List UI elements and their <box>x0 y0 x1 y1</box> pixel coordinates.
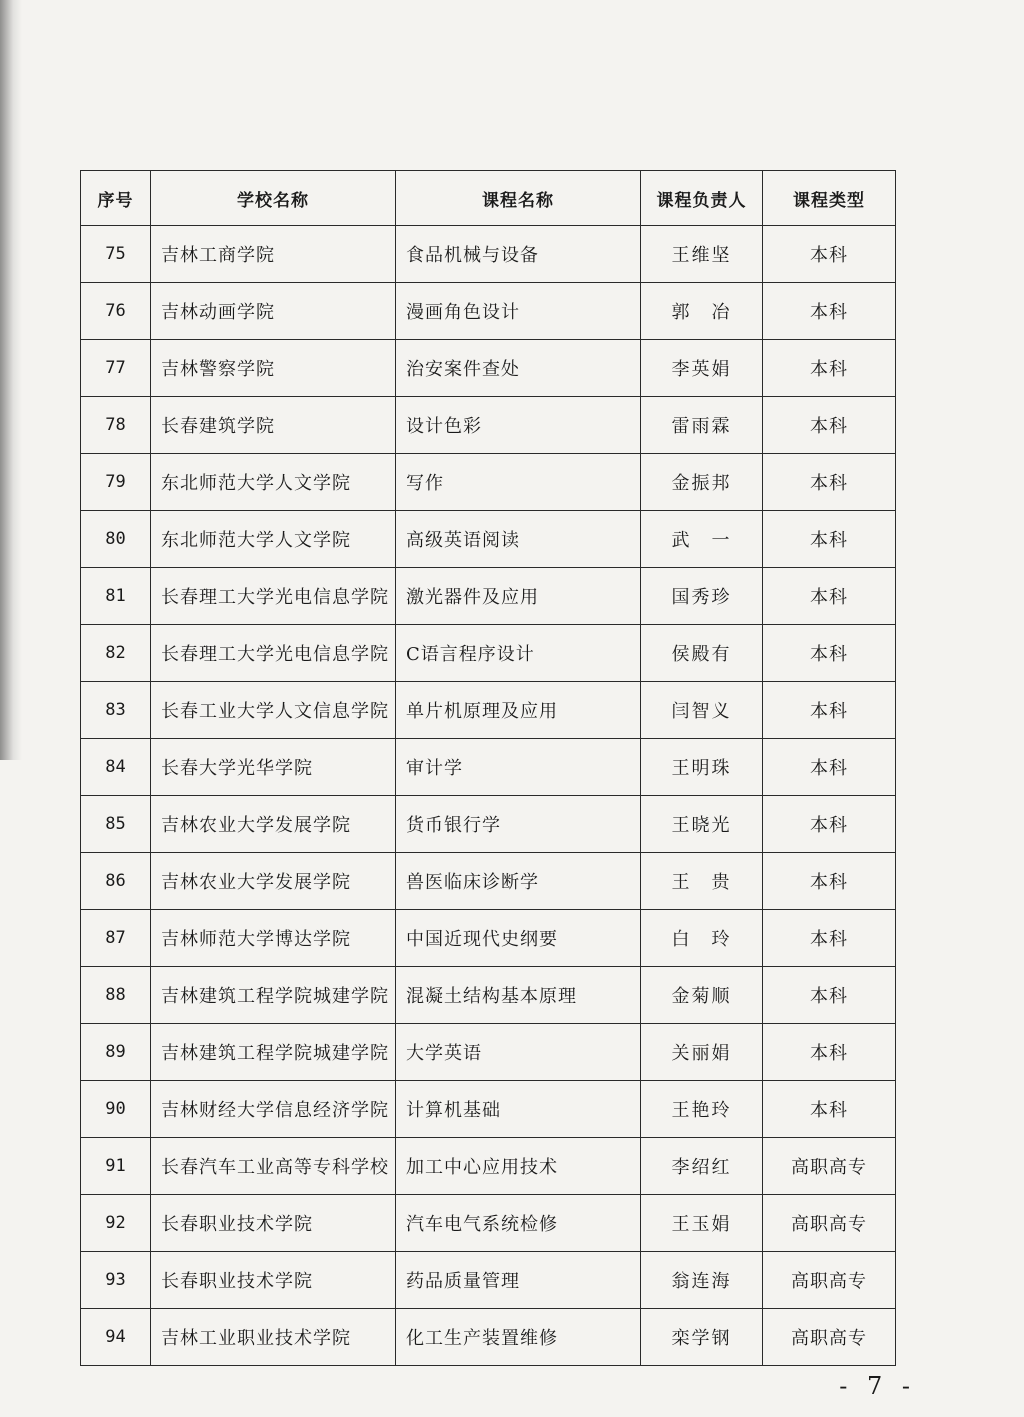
cell-school: 长春工业大学人文信息学院 <box>151 682 396 739</box>
cell-school: 长春汽车工业高等专科学校 <box>151 1138 396 1195</box>
cell-school: 东北师范大学人文学院 <box>151 454 396 511</box>
table-row <box>81 1252 896 1309</box>
cell-course: 药品质量管理 <box>396 1252 641 1309</box>
cell-school: 长春理工大学光电信息学院 <box>151 625 396 682</box>
table-row <box>81 967 896 1024</box>
cell-course: 单片机原理及应用 <box>396 682 641 739</box>
cell-lead: 关丽娟 <box>641 1024 763 1081</box>
table-row <box>81 226 896 283</box>
cell-school: 吉林建筑工程学院城建学院 <box>151 1024 396 1081</box>
header-lead: 课程负责人 <box>641 171 763 226</box>
cell-no: 76 <box>81 283 151 340</box>
cell-lead: 国秀珍 <box>641 568 763 625</box>
cell-lead: 翁连海 <box>641 1252 763 1309</box>
cell-lead: 王明珠 <box>641 739 763 796</box>
table-row <box>81 910 896 967</box>
table-row <box>81 1081 896 1138</box>
cell-no: 94 <box>81 1309 151 1366</box>
cell-lead: 郭 冶 <box>641 283 763 340</box>
cell-school: 吉林农业大学发展学院 <box>151 796 396 853</box>
cell-school: 吉林建筑工程学院城建学院 <box>151 967 396 1024</box>
header-no: 序号 <box>81 171 151 226</box>
table-row <box>81 568 896 625</box>
table-row <box>81 511 896 568</box>
cell-lead: 白 玲 <box>641 910 763 967</box>
table-row <box>81 454 896 511</box>
cell-lead: 栾学钢 <box>641 1309 763 1366</box>
cell-type: 本科 <box>763 283 896 340</box>
cell-school: 长春职业技术学院 <box>151 1252 396 1309</box>
cell-course: 激光器件及应用 <box>396 568 641 625</box>
cell-course: 治安案件查处 <box>396 340 641 397</box>
cell-no: 92 <box>81 1195 151 1252</box>
cell-no: 81 <box>81 568 151 625</box>
course-table <box>80 170 896 1366</box>
cell-lead: 王晓光 <box>641 796 763 853</box>
cell-course: 高级英语阅读 <box>396 511 641 568</box>
cell-type: 本科 <box>763 1024 896 1081</box>
cell-lead: 王 贵 <box>641 853 763 910</box>
cell-type: 本科 <box>763 1081 896 1138</box>
table-row <box>81 1138 896 1195</box>
cell-school: 吉林工业职业技术学院 <box>151 1309 396 1366</box>
cell-type: 本科 <box>763 454 896 511</box>
cell-type: 本科 <box>763 967 896 1024</box>
cell-course: 食品机械与设备 <box>396 226 641 283</box>
cell-type: 本科 <box>763 796 896 853</box>
cell-school: 吉林财经大学信息经济学院 <box>151 1081 396 1138</box>
header-row <box>81 171 896 226</box>
cell-no: 77 <box>81 340 151 397</box>
cell-school: 长春职业技术学院 <box>151 1195 396 1252</box>
cell-type: 高职高专 <box>763 1195 896 1252</box>
cell-type: 本科 <box>763 910 896 967</box>
table-row <box>81 1309 896 1366</box>
cell-no: 75 <box>81 226 151 283</box>
table-header <box>81 171 896 226</box>
cell-lead: 金菊顺 <box>641 967 763 1024</box>
cell-no: 87 <box>81 910 151 967</box>
table-row <box>81 283 896 340</box>
page-number: - 7 - <box>839 1372 916 1400</box>
cell-school: 长春大学光华学院 <box>151 739 396 796</box>
cell-type: 高职高专 <box>763 1138 896 1195</box>
cell-type: 本科 <box>763 568 896 625</box>
cell-course: 审计学 <box>396 739 641 796</box>
table-row <box>81 397 896 454</box>
scan-edge-shadow <box>0 0 22 760</box>
cell-course: 漫画角色设计 <box>396 283 641 340</box>
cell-no: 91 <box>81 1138 151 1195</box>
cell-no: 93 <box>81 1252 151 1309</box>
cell-type: 本科 <box>763 340 896 397</box>
table-row <box>81 853 896 910</box>
cell-type: 高职高专 <box>763 1309 896 1366</box>
cell-course: 计算机基础 <box>396 1081 641 1138</box>
table-row <box>81 682 896 739</box>
cell-school: 吉林工商学院 <box>151 226 396 283</box>
header-course: 课程名称 <box>396 171 641 226</box>
cell-no: 80 <box>81 511 151 568</box>
cell-no: 89 <box>81 1024 151 1081</box>
cell-lead: 雷雨霖 <box>641 397 763 454</box>
cell-no: 83 <box>81 682 151 739</box>
cell-course: 混凝土结构基本原理 <box>396 967 641 1024</box>
cell-course: 中国近现代史纲要 <box>396 910 641 967</box>
cell-no: 88 <box>81 967 151 1024</box>
cell-lead: 李绍红 <box>641 1138 763 1195</box>
cell-no: 79 <box>81 454 151 511</box>
cell-lead: 侯殿有 <box>641 625 763 682</box>
cell-lead: 李英娟 <box>641 340 763 397</box>
cell-school: 吉林警察学院 <box>151 340 396 397</box>
table-row <box>81 1195 896 1252</box>
cell-no: 82 <box>81 625 151 682</box>
cell-type: 高职高专 <box>763 1252 896 1309</box>
cell-lead: 王艳玲 <box>641 1081 763 1138</box>
cell-type: 本科 <box>763 682 896 739</box>
cell-course: 加工中心应用技术 <box>396 1138 641 1195</box>
table-row <box>81 796 896 853</box>
cell-lead: 王玉娟 <box>641 1195 763 1252</box>
cell-no: 85 <box>81 796 151 853</box>
table-row <box>81 1024 896 1081</box>
cell-course: 大学英语 <box>396 1024 641 1081</box>
table-body <box>81 226 896 1366</box>
cell-school: 东北师范大学人文学院 <box>151 511 396 568</box>
cell-course: 化工生产装置维修 <box>396 1309 641 1366</box>
cell-school: 吉林农业大学发展学院 <box>151 853 396 910</box>
cell-lead: 王维坚 <box>641 226 763 283</box>
cell-type: 本科 <box>763 511 896 568</box>
cell-no: 86 <box>81 853 151 910</box>
table-row <box>81 625 896 682</box>
table-row <box>81 739 896 796</box>
cell-no: 90 <box>81 1081 151 1138</box>
cell-lead: 闫智义 <box>641 682 763 739</box>
header-type: 课程类型 <box>763 171 896 226</box>
cell-no: 84 <box>81 739 151 796</box>
cell-course: C语言程序设计 <box>396 625 641 682</box>
header-school: 学校名称 <box>151 171 396 226</box>
cell-school: 长春建筑学院 <box>151 397 396 454</box>
cell-course: 货币银行学 <box>396 796 641 853</box>
cell-school: 吉林动画学院 <box>151 283 396 340</box>
cell-course: 写作 <box>396 454 641 511</box>
cell-type: 本科 <box>763 853 896 910</box>
cell-no: 78 <box>81 397 151 454</box>
cell-type: 本科 <box>763 625 896 682</box>
cell-type: 本科 <box>763 226 896 283</box>
table-row <box>81 340 896 397</box>
cell-type: 本科 <box>763 739 896 796</box>
cell-lead: 武 一 <box>641 511 763 568</box>
cell-course: 汽车电气系统检修 <box>396 1195 641 1252</box>
cell-school: 长春理工大学光电信息学院 <box>151 568 396 625</box>
cell-school: 吉林师范大学博达学院 <box>151 910 396 967</box>
cell-type: 本科 <box>763 397 896 454</box>
cell-course: 设计色彩 <box>396 397 641 454</box>
cell-lead: 金振邦 <box>641 454 763 511</box>
cell-course: 兽医临床诊断学 <box>396 853 641 910</box>
